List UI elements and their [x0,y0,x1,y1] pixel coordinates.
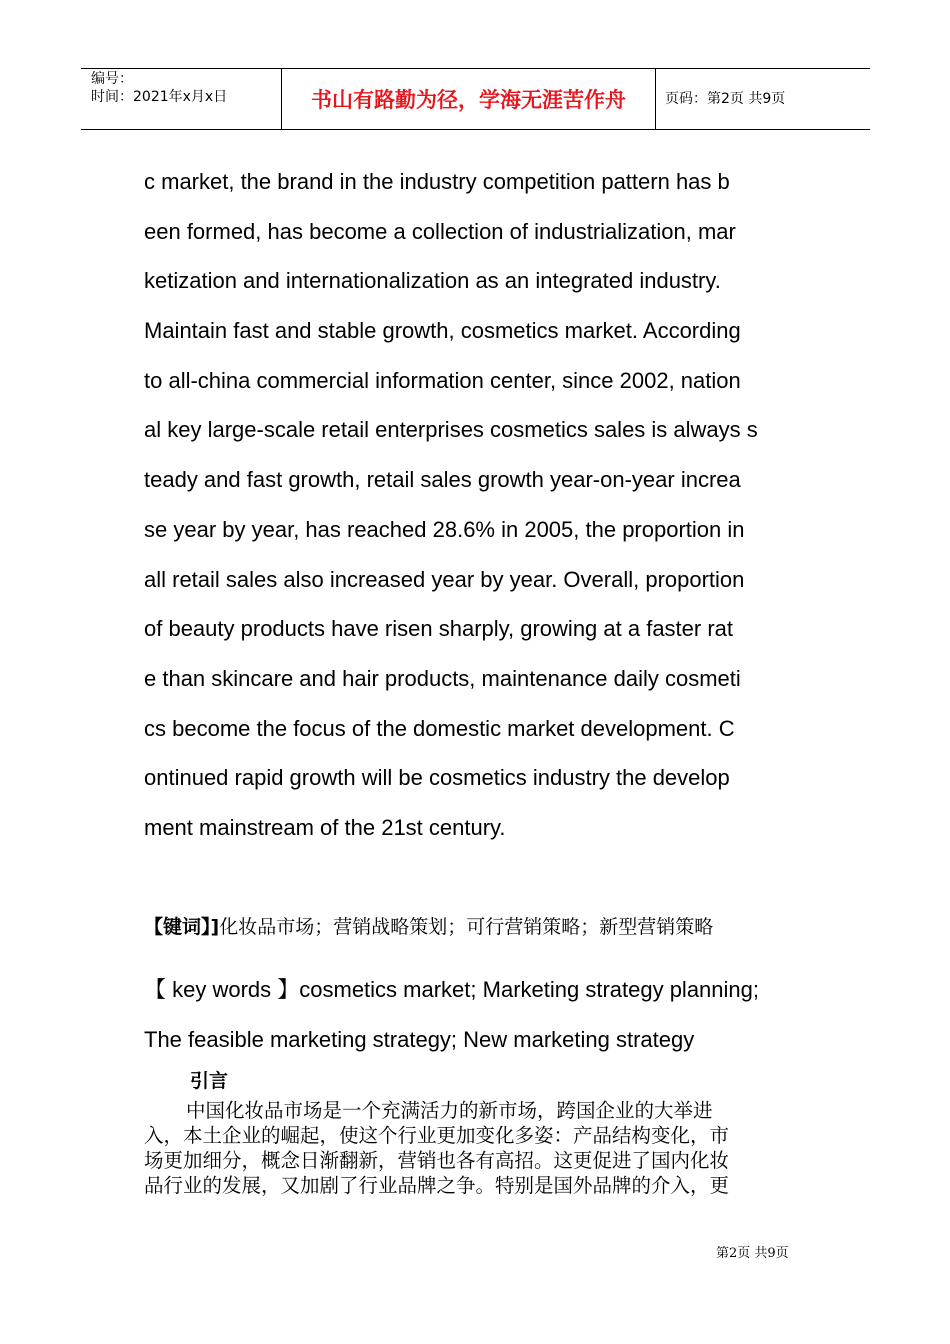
abstract-line: ketization and internationalization as an integrated industry. [144,268,721,294]
keywords-chinese [144,910,824,944]
abstract-line: to all-china commercial information center, since 2002, nation [144,367,741,393]
document-header [81,68,870,130]
keywords-english-line: 【 key words 】cosmetics market; Marketing strategy planning; [144,977,760,1002]
abstract-body [144,157,824,853]
abstract-line: al key large-scale retail enterprises cosmetics sales is always s [144,417,758,443]
keywords-chinese-label: 【键词】] [144,916,220,938]
introduction-line: 场更加细分，概念日渐翻新，营销也各有高招。这更促进了国内化妆 [144,1149,730,1172]
header-motto-cell [281,69,656,129]
introduction-heading: 引言 [190,1070,229,1092]
abstract-line: cs become the focus of the domestic market development. C [144,715,735,741]
abstract-line: all retail sales also increased year by year. Overall, proportion [144,566,745,592]
header-page-cell [655,69,870,129]
header-motto: 书山有路勤为径，学海无涯苦作舟 [311,88,626,112]
abstract-line: se year by year, has reached 28.6% in 2005, the proportion in [144,516,745,542]
document-date-label: 时间：2021年x月x日 [91,89,228,105]
abstract-line: ment mainstream of the 21st century. [144,814,506,840]
header-page-number: 页码：第2页 共9页 [665,91,786,107]
abstract-line: ontinued rapid growth will be cosmetics industry the develop [144,765,730,791]
header-info-cell [81,69,281,129]
abstract-line: teady and fast growth, retail sales growth year-on-year increa [144,467,741,493]
keywords-chinese-text: 化妆品市场；营销战略策划；可行营销策略；新型营销策略 [219,916,714,938]
keywords-english [144,965,834,1065]
footer-page-number: 第2页 共9页 [716,1246,789,1261]
introduction-line: 入，本土企业的崛起，使这个行业更加变化多姿：产品结构变化，市 [144,1124,730,1147]
abstract-line: een formed, has become a collection of industrialization, mar [144,218,736,244]
introduction-line: 品行业的发展，又加剧了行业品牌之争。特别是国外品牌的介入，更 [144,1174,730,1197]
introduction-line: 中国化妆品市场是一个充满活力的新市场，跨国企业的大举进 [186,1099,713,1122]
introduction-body [144,1098,824,1198]
abstract-line: of beauty products have risen sharply, growing at a faster rat [144,616,734,642]
document-number-label: 编号： [91,71,133,87]
abstract-line: Maintain fast and stable growth, cosmetics market. According [144,318,741,344]
abstract-line: e than skincare and hair products, maintenance daily cosmeti [144,665,741,691]
keywords-english-line: The feasible marketing strategy; New marketing strategy [144,1027,695,1052]
abstract-line: c market, the brand in the industry competition pattern has b [144,169,730,194]
